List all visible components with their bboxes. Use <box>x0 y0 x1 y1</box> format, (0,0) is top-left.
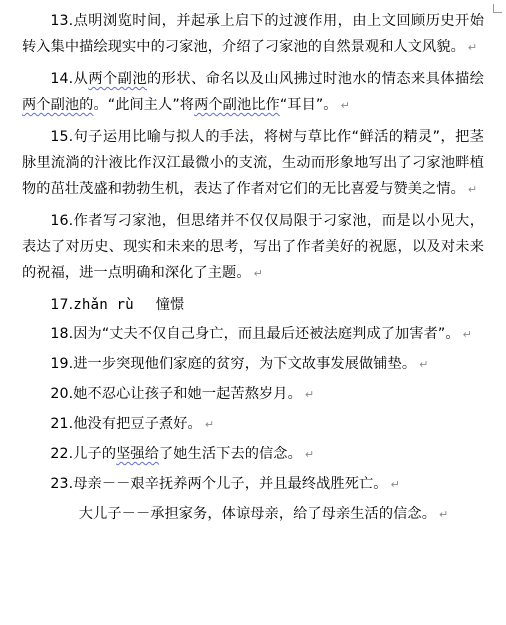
answer-14-underlined-2: 两个副池的 <box>22 97 94 113</box>
answer-15-text: 15.句子运用比喻与拟人的手法，将树与草比作“鲜活的精灵”，把茎脉里流淌的汁液比作汉江最微小的支流，生动而形象地写出了刁家池畔植物的茁壮茂盛和勃勃生机，表达了作者对它们的无比喜爱与赞美之情。 <box>22 129 484 197</box>
answer-18 <box>22 321 484 348</box>
page-corner-mark <box>493 4 502 13</box>
answer-15 <box>22 124 484 203</box>
answer-13 <box>22 8 484 61</box>
paragraph-mark-icon: ↵ <box>253 267 263 280</box>
paragraph-mark-icon: ↵ <box>419 358 429 371</box>
paragraph-mark-icon: ↵ <box>204 418 215 431</box>
answer-22 <box>22 441 484 468</box>
paragraph-mark-icon: ↵ <box>340 99 350 112</box>
answer-14-text-2: 的形状、命名以及山风拂过时池水的情态来具体描绘 <box>147 71 484 87</box>
answer-19 <box>22 351 484 378</box>
answer-20 <box>22 381 484 408</box>
answer-17 <box>22 292 484 318</box>
paragraph-mark-icon: ↵ <box>304 448 315 461</box>
answer-21 <box>22 411 484 438</box>
answer-17-number: 17. <box>50 297 74 313</box>
answer-14-text-4: “耳目”。 <box>279 97 338 113</box>
answer-19-text: 19.进一步突现他们家庭的贫穷，为下文故事发展做铺垫。 <box>50 356 417 372</box>
answer-17-word: 憧憬 <box>155 297 185 313</box>
paragraph-mark-icon: ↵ <box>467 41 478 54</box>
paragraph-mark-icon: ↵ <box>390 478 400 491</box>
answer-14 <box>22 66 484 119</box>
answer-16-text: 16.作者写刁家池，但思绪并不仅仅局限于刁家池，而是以小见大，表达了对历史、现实和未来的思考，写出了作者美好的祝愿，以及对未来的祝福，进一点明确和深化了主题。 <box>22 213 484 281</box>
paragraph-mark-icon: ↵ <box>304 388 315 401</box>
answer-14-text-3: 。“此间主人”将 <box>93 97 195 113</box>
answer-14-underlined-1: 两个副池 <box>88 71 147 87</box>
answer-14-text-1: 14.从 <box>50 71 89 87</box>
answer-23-continued-text: 大儿子－－承担家务，体谅母亲，给了母亲生活的信念。 <box>78 506 436 522</box>
answer-23 <box>22 471 484 498</box>
answer-21-text: 21.他没有把豆子煮好。 <box>50 416 202 432</box>
paragraph-mark-icon: ↵ <box>467 183 478 196</box>
answer-22-text-1: 22.儿子的 <box>50 446 117 462</box>
paragraph-mark-icon: ↵ <box>462 328 472 341</box>
answer-18-text: 18.因为“丈夫不仅自己身亡，而且最后还被法庭判成了加害者”。 <box>50 326 460 342</box>
answer-17-pinyin: zhǎn rù <box>73 297 134 313</box>
answer-13-text: 13.点明浏览时间，并起承上启下的过渡作用，由上文回顾历史开始转入集中描绘现实中的刁家池，介绍了刁家池的自然景观和人文风貌。 <box>22 13 484 55</box>
paragraph-mark-icon: ↵ <box>439 508 449 521</box>
answer-23-continued <box>22 501 484 528</box>
answer-14-underlined-3: 两个副池比作 <box>194 97 280 113</box>
answer-16 <box>22 208 484 287</box>
answer-23-text: 23.母亲－－艰辛抚养两个儿子，并且最终战胜死亡。 <box>50 476 388 492</box>
document-body <box>22 8 484 531</box>
answer-20-text: 20.她不忍心让孩子和她一起苦熬岁月。 <box>50 386 302 402</box>
answer-22-underlined: 坚强给 <box>116 446 159 462</box>
answer-22-text-2: 了她生活下去的信念。 <box>159 446 302 462</box>
